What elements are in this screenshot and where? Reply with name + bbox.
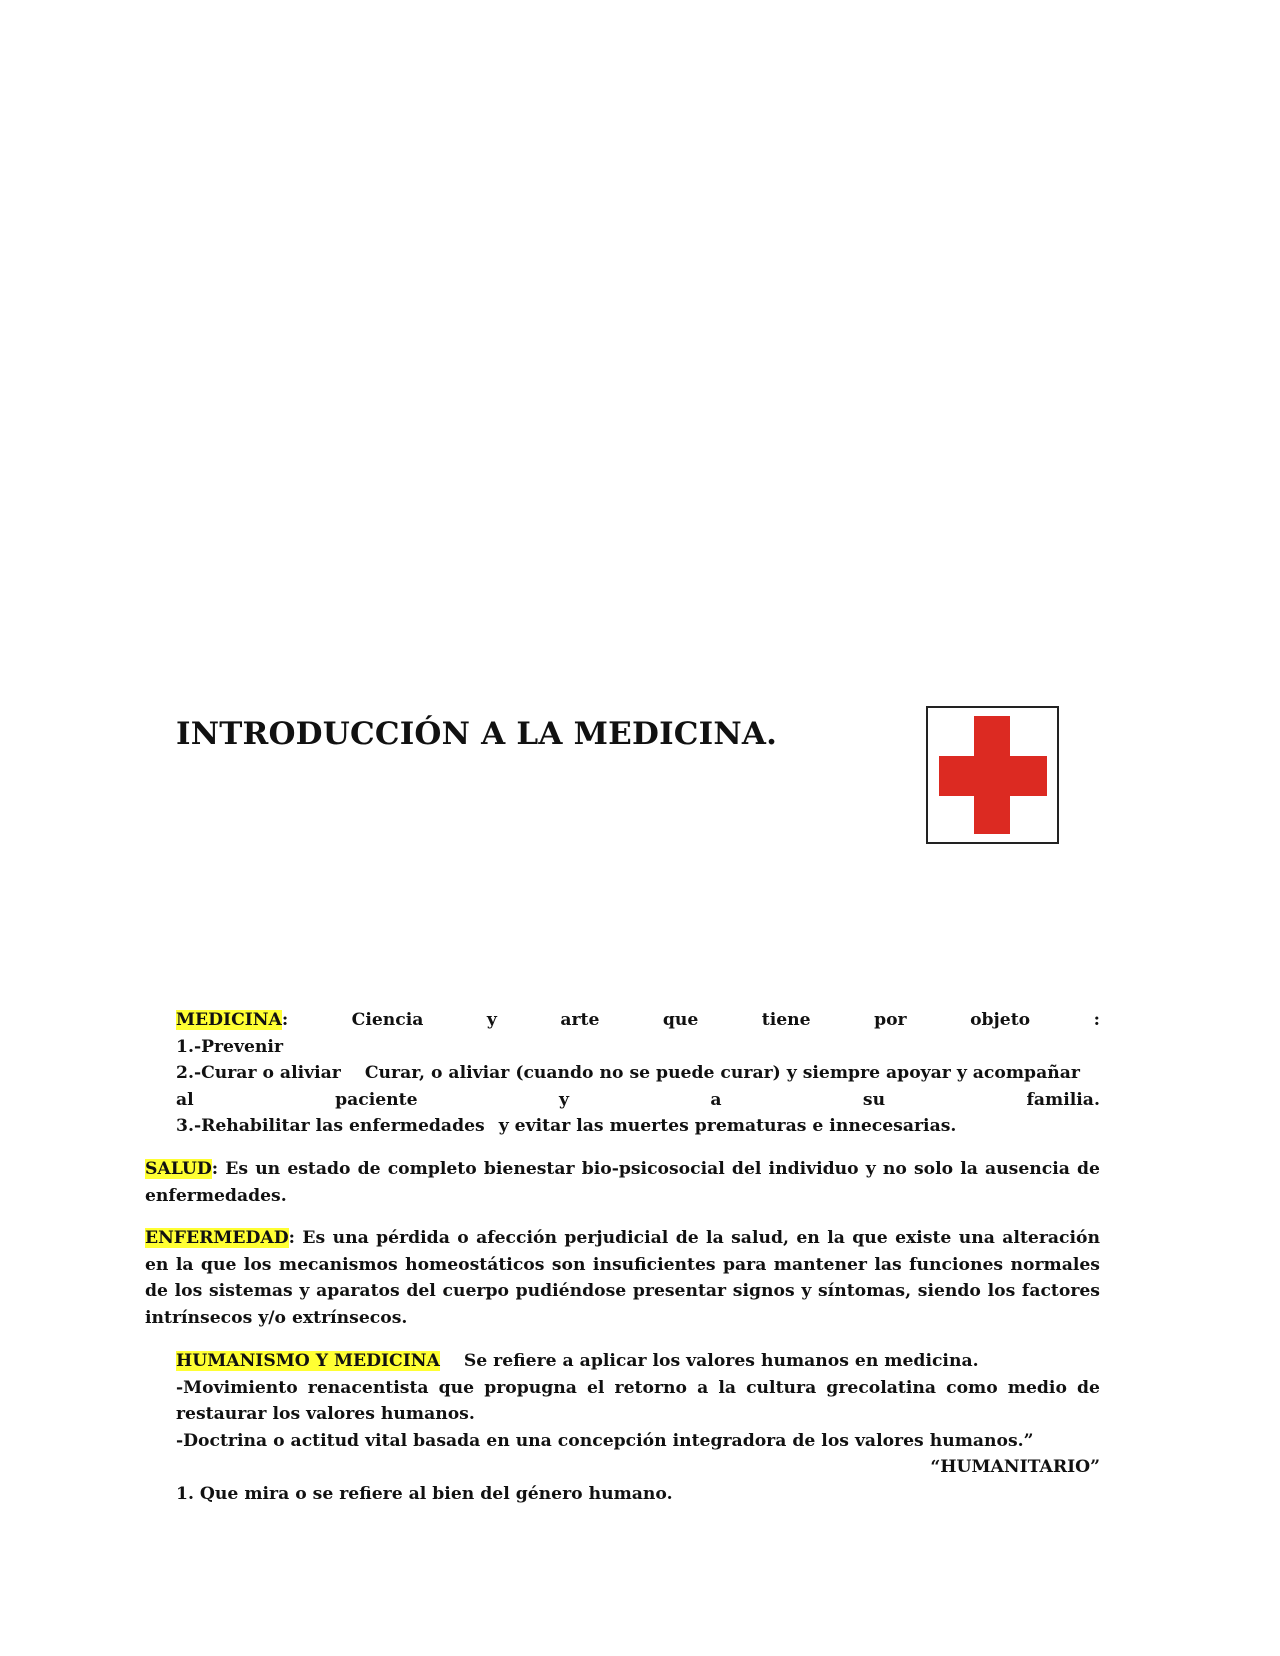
enfermedad-term: ENFERMEDAD [145, 1228, 289, 1248]
definition-word: y [486, 1010, 497, 1030]
definition-word: por [874, 1010, 907, 1030]
salud-term: SALUD [145, 1159, 212, 1179]
salud-paragraph [145, 1156, 1100, 1209]
salud-definition: : Es un estado de completo bienestar bio-psicosocial del individuo y no solo la ausencia de enfermedades. [145, 1159, 1100, 1206]
humanitario-definition-1: 1. Que mira o se refiere al bien del género humano. [176, 1483, 673, 1504]
humanismo-line-2: -Doctrina o actitud vital basada en una concepción integradora de los valores humanos.” [176, 1430, 1034, 1451]
page-title: INTRODUCCIÓN A LA MEDICINA. [176, 716, 778, 752]
definition-word: objeto [970, 1010, 1031, 1030]
humanitario-quote: “HUMANITARIO” [930, 1457, 1100, 1477]
definition-word: Ciencia [351, 1010, 424, 1030]
medicina-item-3: 3.-Rehabilitar las enfermedades y evitar las muertes prematuras e innecesarias. [176, 1116, 957, 1136]
red-cross-icon [928, 708, 1057, 842]
definition-word: : [1093, 1010, 1100, 1030]
medicina-section [176, 1007, 1100, 1140]
humanismo-line-1: -Movimiento renacentista que propugna el retorno a la cultura grecolatina como medio de restaurar los valores humanos. [176, 1377, 1100, 1424]
medicina-item-2: 2.-Curar o aliviar Curar, o aliviar (cuando no se puede curar) y siempre apoyar y acompañar [176, 1063, 1080, 1083]
definition-word: que [662, 1010, 699, 1030]
medicina-item-2-continued: al paciente y a su familia. [176, 1089, 1100, 1110]
red-cross-image [926, 706, 1059, 844]
humanismo-intro: Se refiere a aplicar los valores humanos en medicina. [463, 1351, 979, 1371]
definition-word: arte [560, 1010, 600, 1030]
humanismo-section [176, 1348, 1100, 1507]
medicina-term-group: MEDICINA: [176, 1010, 289, 1030]
humanismo-heading-line [176, 1348, 1100, 1375]
definition-word: tiene [761, 1010, 811, 1030]
humanismo-term: HUMANISMO Y MEDICINA [176, 1351, 440, 1371]
enfermedad-paragraph [145, 1225, 1100, 1331]
medicina-item-1: 1.-Prevenir [176, 1036, 283, 1057]
medicina-definition-line [176, 1007, 1100, 1034]
medicina-term: MEDICINA [176, 1010, 282, 1030]
enfermedad-definition: : Es una pérdida o afección perjudicial de la salud, en la que existe una alteración en la que los mecanismos homeostáticos son insuficientes para mantener las funciones normales de los sistemas y aparatos del cuerpo pudiéndose presentar signos y síntomas, siendo los factores intrínsecos y/o extrínsecos. [145, 1228, 1100, 1328]
